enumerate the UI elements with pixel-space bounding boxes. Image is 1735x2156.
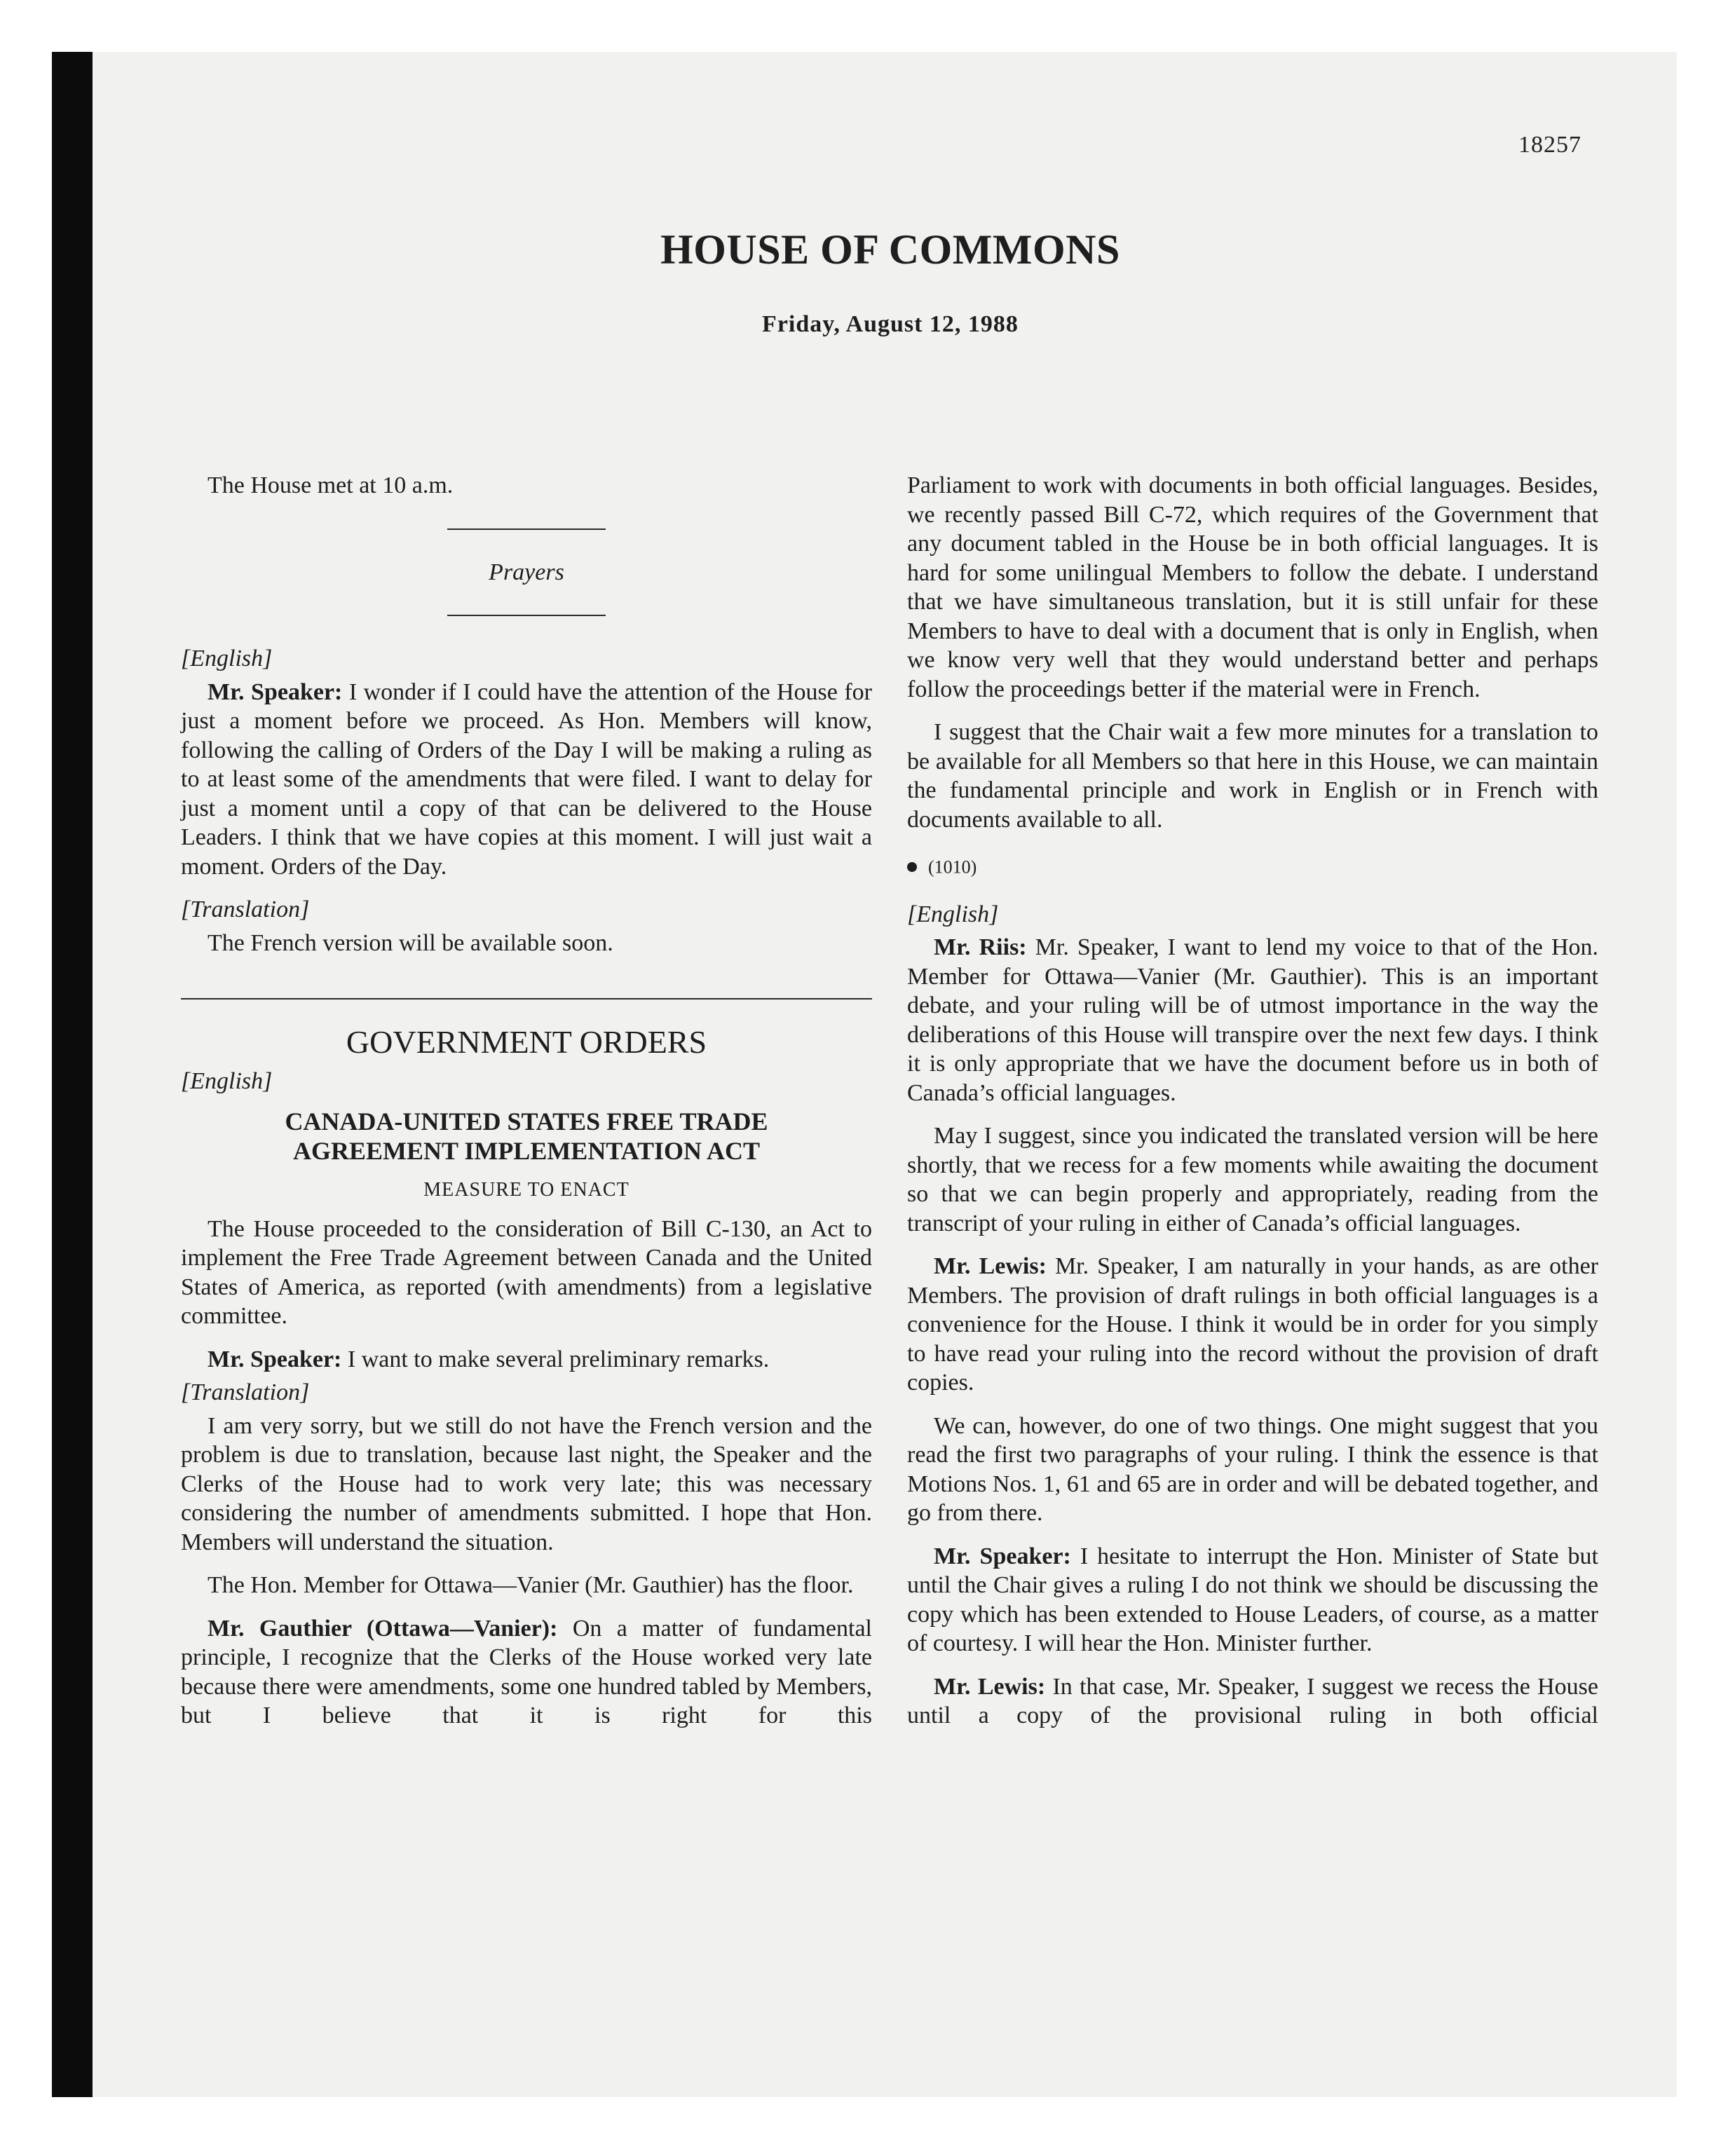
paragraph: I am very sorry, but we still do not have the French version and the problem is due to translation, because last night, the Speaker and the Clerks of the House had to work very late; this was necessary considering the number of amendments submitted. I hope that Hon. Members will understand the situation.	[181, 1412, 872, 1555]
speech-paragraph	[907, 1542, 1598, 1658]
time-marker	[907, 851, 1598, 882]
speech-paragraph	[181, 678, 872, 882]
speech-paragraph	[181, 1345, 872, 1374]
bill-title-line: AGREEMENT IMPLEMENTATION ACT	[292, 1137, 761, 1165]
speaker-name: Mr. Lewis:	[934, 1253, 1047, 1280]
language-tag: [Translation]	[181, 1379, 310, 1405]
paragraph: Parliament to work with documents in both official languages. Besides, we recently passed Bill C-72, which requires of the Government that any document tabled in the House be in both official languages. It is hard for some unilingual Members to follow the debate. I understand that we have simultaneous translation, but it is still unfair for these Members to have to deal with a document that is only in English, when we know very well that they would understand better and perhaps follow the proceedings better if the material were in French.	[907, 472, 1598, 702]
language-tag: [English]	[907, 901, 999, 927]
speaker-name: Mr. Speaker:	[207, 678, 343, 705]
paragraph: The Hon. Member for Ottawa—Vanier (Mr. Gauthier) has the floor.	[207, 1572, 854, 1598]
divider	[447, 528, 606, 530]
speech-text: I hesitate to interrupt the Hon. Minister of State but until the Chair gives a ruling I do not think we should be discussing the copy which has been extended to House Leaders, of course, as a matter of courtesy. I will hear the Hon. Minister further.	[907, 1543, 1598, 1657]
binding-edge	[52, 52, 93, 2097]
left-column	[181, 471, 872, 1745]
paragraph: I suggest that the Chair wait a few more minutes for a translation to be available for all Members so that here in this House, we can maintain the fundamental principle and work in English or in French with documents available to all.	[907, 719, 1598, 833]
language-tag: [English]	[181, 1067, 273, 1094]
speech-text: On a matter of fundamental principle, I recognize that the Clerks of the House worked very late because there were amendments, some one hundred tabled by Members, but I believe that it is right for this	[181, 1615, 872, 1728]
page-title: HOUSE OF COMMONS	[660, 226, 1120, 273]
page-number: 18257	[1518, 132, 1581, 158]
speech-paragraph	[181, 1614, 872, 1731]
speaker-name: Mr. Lewis:	[934, 1673, 1046, 1700]
speech-text: In that case, Mr. Speaker, I suggest we recess the House until a copy of the provisional ruling in both official	[907, 1673, 1598, 1729]
speech-paragraph	[907, 1252, 1598, 1398]
paragraph: The French version will be available soon.	[207, 929, 613, 956]
language-tag: [English]	[181, 646, 273, 671]
speaker-name: Mr. Gauthier (Ottawa—Vanier):	[207, 1615, 558, 1642]
speech-paragraph	[907, 933, 1598, 1107]
paragraph: We can, however, do one of two things. One might suggest that you read the first two paragraphs of your ruling. I think the essence is that Motions Nos. 1, 61 and 65 are in order and will be debated together, and go from there.	[907, 1412, 1598, 1527]
divider	[447, 615, 606, 616]
bill-title	[181, 1107, 872, 1166]
bullet-icon	[907, 862, 917, 872]
measure-subheading: MEASURE TO ENACT	[423, 1179, 630, 1201]
house-met-line: The House met at 10 a.m.	[207, 472, 454, 498]
speech-paragraph	[907, 1672, 1598, 1731]
paragraph: The House proceeded to the consideration of Bill C-130, an Act to implement the Free Trade Agreement between Canada and the United States of America, as reported (with amendments) from a legislative committee.	[181, 1215, 872, 1329]
speech-text: I want to make several preliminary remarks.	[341, 1346, 770, 1372]
section-heading: GOVERNMENT ORDERS	[346, 1024, 707, 1060]
section-divider	[181, 998, 872, 999]
prayers-heading: Prayers	[489, 559, 564, 585]
language-tag: [Translation]	[181, 896, 310, 922]
right-column	[907, 471, 1598, 1745]
paragraph: May I suggest, since you indicated the translated version will be here shortly, that we recess for a few moments while awaiting the document so that we can begin properly and appropriately, reading from the transcript of your ruling in either of Canada’s official languages.	[907, 1123, 1598, 1236]
speech-text: Mr. Speaker, I am naturally in your hands, as are other Members. The provision of draft rulings in both official languages is a convenience for the House. I think it would be in order for you simply to have read your ruling into the record without the provision of draft copies.	[907, 1253, 1598, 1396]
time-marker-label: (1010)	[928, 857, 977, 878]
speaker-name: Mr. Speaker:	[207, 1346, 342, 1372]
speech-text: I wonder if I could have the attention of the House for just a moment before we proceed. As Hon. Members will know, following the calling of Orders of the Day I will be making a ruling as to at least some of the amendments that were filed. I want to delay for just a moment until a copy of that can be delivered to the House Leaders. I think that we have copies at this moment. I will just wait a moment. Orders of the Day.	[181, 678, 872, 880]
speaker-name: Mr. Speaker:	[934, 1543, 1071, 1569]
speech-text: Mr. Speaker, I want to lend my voice to that of the Hon. Member for Ottawa—Vanier (Mr. Gauthier). This is an important debate, and your ruling will be of utmost importance in the way the deliberations of this House will transpire over the next few days. I think it is only appropriate that we have the document before us in both of Canada’s official languages.	[907, 934, 1598, 1106]
sitting-date: Friday, August 12, 1988	[762, 311, 1019, 337]
bill-title-line: CANADA-UNITED STATES FREE TRADE	[285, 1107, 768, 1135]
speaker-name: Mr. Riis:	[934, 934, 1027, 961]
